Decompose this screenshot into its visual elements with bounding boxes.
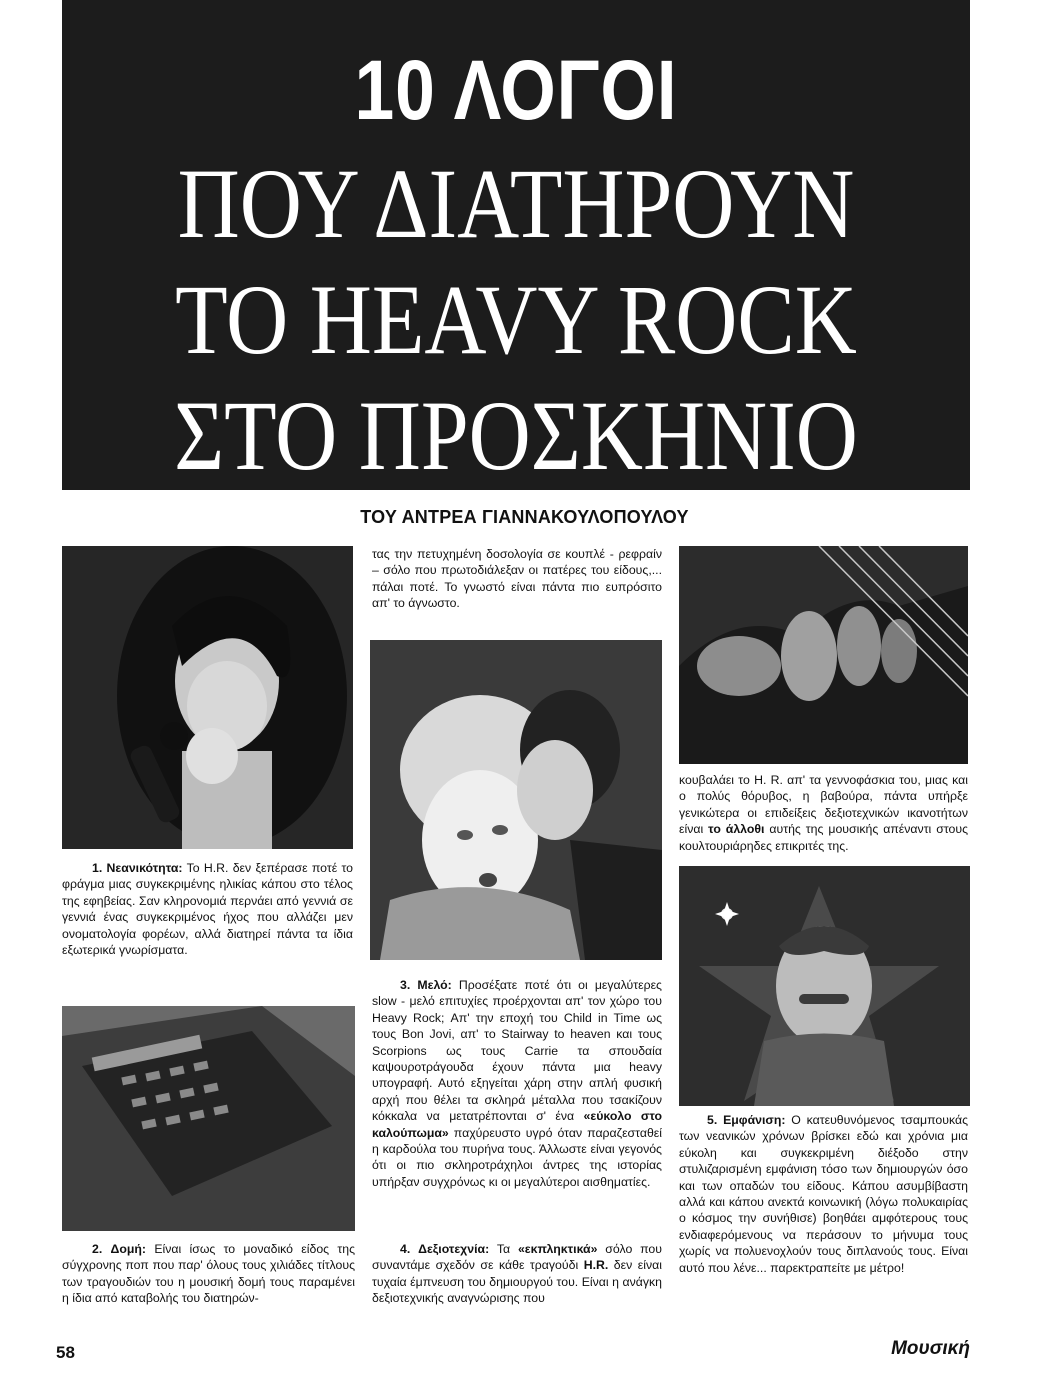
section-3-number: 3.	[400, 978, 411, 992]
section-4-text-b: σόλο που συναντάμε σχεδόν σε κάθε τραγούδι	[372, 1242, 663, 1273]
section-3-bold: «εύκολο στο καλούπωμα»	[372, 1109, 662, 1140]
section-5-heading: Εμφάνιση:	[723, 1113, 786, 1127]
column-3-text-a: κουβαλάει το H. R. απ' τα γεννοφάσκια του, μιας και ο πολύς θόρυβος, η βαβούρα, πάντα υπήρξε γενικώτερα οι επιδείξεις δεξιοτεχνικών ικανοτήτων είναι	[679, 773, 968, 837]
section-4-number: 4.	[400, 1242, 411, 1256]
section-4-text-c: δεν είναι τυχαία έμπνευση του δημιουργού του. Είναι η ανάγκη δεξιοτεχνικής αναγνώρισης που	[372, 1258, 662, 1306]
calculator-photo	[62, 1006, 355, 1231]
section-4-bold-1: «εκπληκτικά»	[517, 1242, 598, 1256]
section-1-text: Το Η.R. δεν ξεπέρασε ποτέ το φράγμα μιας συγκεκριμένης ηλικίας κάπου στο τέλος της εφηβείας. Σαν κληρονομιά περνάει από γεννιά σε γεννιά ένας συγκεκριμένος ήχος που αλλάζει μεν ονοματολογία φορέων, αλλά διατηρεί πάντα τα ίδια εξωτερικά γνωρίσματα.	[62, 861, 353, 958]
section-5-number: 5.	[707, 1113, 718, 1127]
section-3-heading: Μελό:	[417, 978, 452, 992]
column-2-intro: τας την πετυχημένη δοσολογία σε κουπλέ - ρεφραίν – σόλο που πρωτοδιάλεξαν οι πατέρες του είδους,... πάλαι ποτέ. Το γνωστό είναι πάντα πιο ευπρόσιτο απ' το άγνωστο.	[372, 547, 662, 611]
section-4-text-a: Τα	[496, 1242, 511, 1256]
title-line-4: ΣΤΟ ΠΡΟΣΚΗΝΙΟ	[174, 380, 858, 491]
column-3-continuation	[679, 772, 968, 854]
section-1-number: 1.	[92, 861, 103, 875]
section-2-text: Είναι ίσως το μοναδικό είδος της σύγχρονης ποπ που παρ' όλους τους χιλιάδες τίτλους των τραγουδιών του η μουσική δομή τους παραμένει η ίδια από καταβολής του διατηρών-	[62, 1242, 356, 1306]
section-4-bold-2: H.R.	[583, 1258, 609, 1273]
title-line-2: ΠΟΥ ΔΙΑΤΗΡΟΥΝ	[177, 148, 855, 259]
column-3-text-b: αυτής της μουσικής απέναντι στους κουλτουριάρηδες επικριτές της.	[679, 822, 968, 853]
title-block	[62, 0, 970, 490]
section-3-text-b: παχύρευστο υγρό όταν παραζεσταθεί η καρδούλα του πυρήνα τους. Άλλωστε είναι γεγονός ότι οι πιο σκληροτράχηλοι άντρες της ιστορίας υπήρξαν συγχρόνως κι οι μεγαλύτεροι αισθηματίες.	[372, 1125, 662, 1189]
section-1	[62, 860, 353, 958]
title-line-1: 10 ΛΟΓΟΙ	[354, 43, 678, 137]
couple-kiss-photo	[370, 640, 662, 960]
section-2	[62, 1241, 355, 1307]
stalin-poster-photo	[679, 866, 970, 1106]
section-2-heading: Δομή:	[110, 1242, 147, 1256]
page-number: 58	[56, 1343, 75, 1362]
section-1-heading: Νεανικότητα:	[106, 861, 183, 875]
section-3	[372, 977, 662, 1190]
section-3-text-a: Προσέξατε ποτέ ότι οι μεγαλύτερες slow - μελό επιτυχίες προέρχονται απ' τον χώρο του Heavy Rock; Απ' την εποχή του Child in Time ως τους Bon Jovi, απ' το Stairway to heaven και τους Scorpions ως τους Carrie τα σπουδαία καψουροτράγουδα έχουν πάντα μια heavy υπογραφή. Αυτό εξηγείται χάρη στην απλή φυσική αρχή που θέλει τα σκληρά μέταλλα που τσακίζουν κόκκαλα να μετατρέπονται σ' ένα	[372, 978, 662, 1124]
title-line-3: ΤΟ HEAVY ROCK	[175, 264, 857, 375]
section-2-number: 2.	[92, 1242, 103, 1256]
byline: ΤΟΥ ΑΝΤΡΕΑ ΓΙΑΝΝΑΚΟΥΛΟΠΟΥΛΟΥ	[360, 507, 689, 527]
magazine-name: Μουσική	[891, 1338, 970, 1359]
section-5-text: Ο κατευθυνόμενος τσαμπουκάς των νεανικών χρόνων βρίσκει εδώ και χρόνια μια εύκολη και συγκεκριμένη διέξοδο στην στυλιζαρισμένη εμφάνιση τόσο των δημιουργών όσο και των οπαδών του είδους. Κάπου ασυμβίβαστη αλλά και κάπου ανεκτά κοινωνική (λόγω πολυκαιρίας ο κόσμος την συνήθισε) βοηθάει αμφότερους τους ενδιαφερόμενους να περάσουν το μήνυμα τους χωρίς να πολυενοχλούν τους διπλανούς τους. Είναι αυτό που λένε... παρεκτραπείτε με μέτρο!	[679, 1113, 968, 1275]
section-4	[372, 1241, 662, 1307]
section-4-heading: Δεξιοτεχνία:	[418, 1242, 490, 1256]
singer-photo	[62, 546, 353, 849]
guitar-hand-photo	[679, 546, 968, 764]
section-5	[679, 1112, 968, 1276]
column-3-bold: το άλλοθι	[708, 822, 765, 837]
